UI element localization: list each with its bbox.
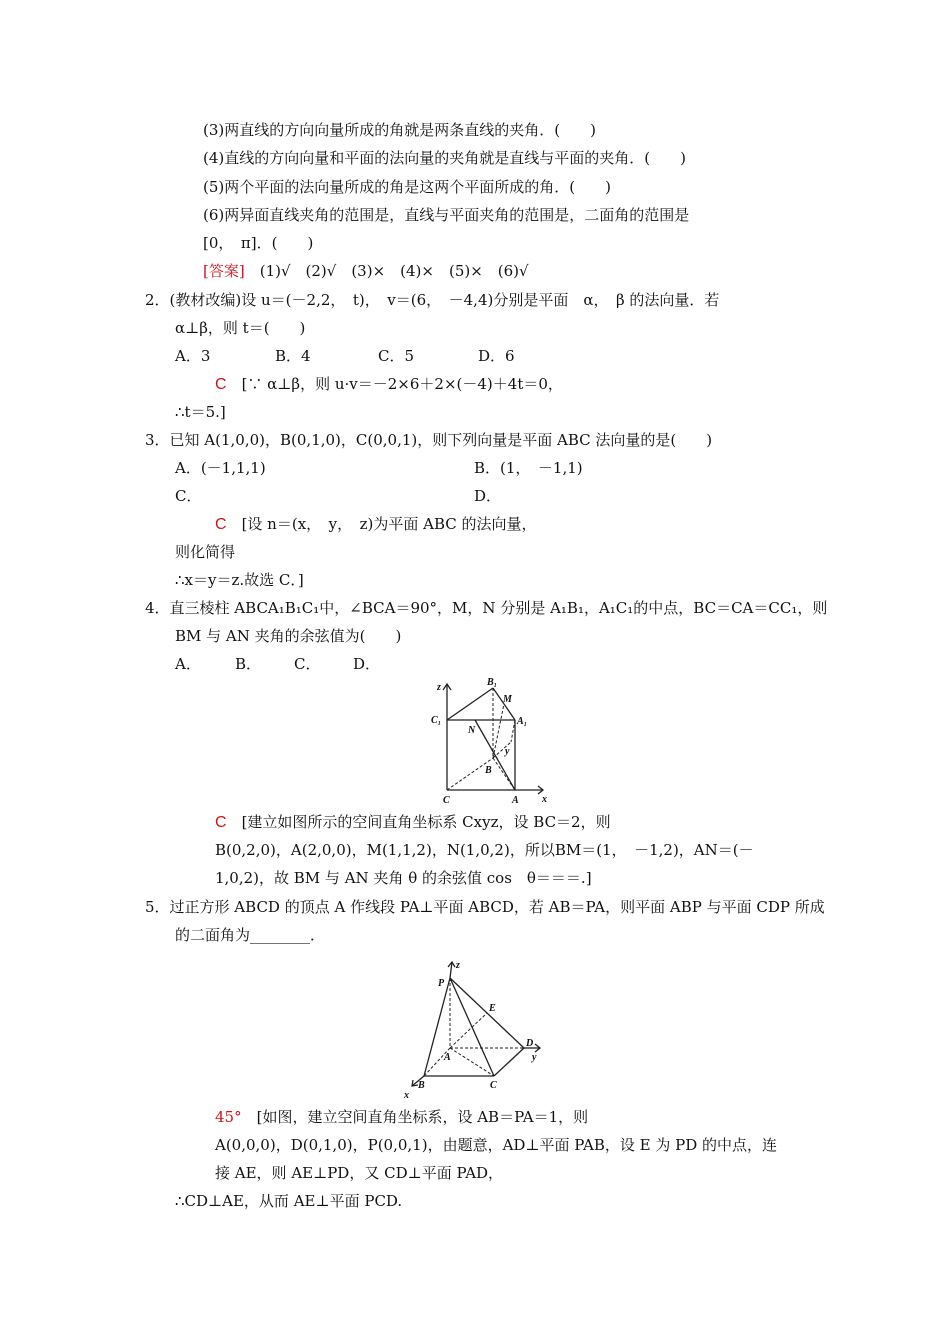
q2-option-d: D．6 [478, 347, 515, 365]
label-a1: A₁ [517, 716, 528, 727]
pyramid-figure [402, 956, 547, 1099]
q5-answer [215, 1107, 588, 1127]
q2-option-b: B．4 [275, 347, 311, 365]
q4-stem: 4．直三棱柱 ABCA₁B₁C₁中，∠BCA＝90°，M，N 分别是 A₁B₁，A₁C₁的中点，BC＝CA＝CC₁，则 [145, 599, 828, 617]
judgement-item-6: (6)两异面直线夹角的范围是，直线与平面夹角的范围是，二面角的范围是 [203, 206, 690, 224]
q5-answer-text: [如图，建立空间直角坐标系，设 AB＝PA＝1，则 [241, 1108, 589, 1126]
label-b: B [418, 1080, 425, 1091]
q4-answer-letter: C [215, 814, 227, 831]
label-p: P [438, 978, 445, 989]
label-m: M [503, 694, 512, 705]
q3-answer-letter: C [215, 516, 227, 533]
q5-answer-cont: A(0,0,0)，D(0,1,0)，P(0,0,1)，由题意，AD⊥平面 PAB，设 E 为 PD 的中点，连 [215, 1136, 778, 1154]
label-a: A [444, 1052, 451, 1063]
label-c: C [490, 1080, 497, 1091]
q4-option-d: D． [353, 655, 381, 673]
answer-1 [203, 261, 529, 281]
q3-option-c: C． [175, 487, 202, 505]
label-b: B [485, 765, 492, 776]
label-z: z [437, 682, 441, 693]
label-e: E [489, 1003, 496, 1014]
q2-answer [215, 374, 563, 395]
label-n: N [468, 725, 476, 736]
label-a: A [512, 795, 519, 806]
q3-option-d: D． [474, 487, 502, 505]
q5-stem-cont: 的二面角为________． [175, 926, 326, 944]
q5-stem: 5．过正方形 ABCD 的顶点 A 作线段 PA⊥平面 ABCD，若 AB＝PA，则平面 ABP 与平面 CDP 所成 [145, 898, 825, 916]
q2-answer-letter: C [215, 376, 227, 393]
q4-option-a: A． [175, 655, 201, 673]
label-b1: B₁ [487, 677, 498, 688]
q3-answer [215, 514, 537, 535]
q3-answer-conclusion: ∴x＝y＝z.故选 C．] [175, 571, 304, 589]
q3-option-a: A．(－1,1,1) [175, 459, 266, 477]
q4-option-b: B． [235, 655, 262, 673]
q4-answer [215, 812, 805, 833]
q2-stem-cont: α⊥β，则 t＝( ) [175, 319, 306, 337]
q4-option-c: C． [294, 655, 321, 673]
answer-1-text: (1)√ (2)√ (3)× (4)× (5)× (6)√ [244, 262, 529, 280]
label-y: y [505, 746, 510, 757]
label-z: z [456, 960, 460, 971]
judgement-item-5: (5)两个平面的法向量所成的角是这两个平面所成的角．( ) [203, 178, 611, 196]
label-d: D [526, 1038, 534, 1049]
q4-answer-conclusion: 1,0,2)，故 BM 与 AN 夹角 θ 的余弦值 cos θ＝＝＝.] [215, 869, 592, 887]
answer-tag: [答案] [203, 262, 245, 280]
q3-stem: 3．已知 A(1,0,0)，B(0,1,0)，C(0,0,1)，则下列向量是平面 ABC 法向量的是( ) [145, 431, 713, 449]
label-y: y [532, 1052, 537, 1063]
q2-option-a: A．3 [175, 347, 211, 365]
q5-answer-value: 45° [215, 1108, 242, 1126]
q5-answer-cont-2: 接 AE，则 AE⊥PD，又 CD⊥平面 PAD， [215, 1164, 504, 1182]
judgement-item-6-cont: [0， π]．( ) [203, 234, 314, 252]
prism-figure [425, 676, 560, 811]
q4-answer-text: [建立如图所示的空间直角坐标系 Cxyz，设 BC＝2，则 [226, 813, 611, 831]
label-c1: C₁ [431, 715, 442, 726]
q2-option-c: C．5 [378, 347, 415, 365]
judgement-item-3: (3)两直线的方向向量所成的角就是两条直线的夹角．( ) [203, 121, 596, 139]
q3-answer-cont: 则化简得 [175, 543, 236, 561]
q3-answer-text: [设 n＝(x， y， z)为平面 ABC 的法向量， [226, 515, 537, 533]
judgement-item-4: (4)直线的方向向量和平面的法向量的夹角就是直线与平面的夹角．( ) [203, 149, 686, 167]
label-x: x [542, 794, 547, 805]
q4-stem-cont: BM 与 AN 夹角的余弦值为( ) [175, 627, 402, 645]
q4-answer-cont: B(0,2,0)，A(2,0,0)，M(1,1,2)，N(1,0,2)，所以BM＝(1， －1,2)，AN＝(－ [215, 841, 754, 859]
q2-answer-text: [∵ α⊥β，则 u·v＝－2×6＋2×(－4)＋4t＝0， [226, 375, 563, 393]
q2-answer-cont: ∴t＝5.] [175, 403, 226, 421]
q2-stem: 2．(教材改编)设 u＝(－2,2， t)， v＝(6， －4,4)分别是平面 α， β 的法向量．若 [145, 291, 720, 309]
q3-option-b: B．(1， －1,1) [474, 459, 583, 477]
q5-answer-conclusion: ∴CD⊥AE，从而 AE⊥平面 PCD. [175, 1192, 403, 1210]
label-c: C [443, 795, 450, 806]
label-x: x [404, 1090, 409, 1099]
